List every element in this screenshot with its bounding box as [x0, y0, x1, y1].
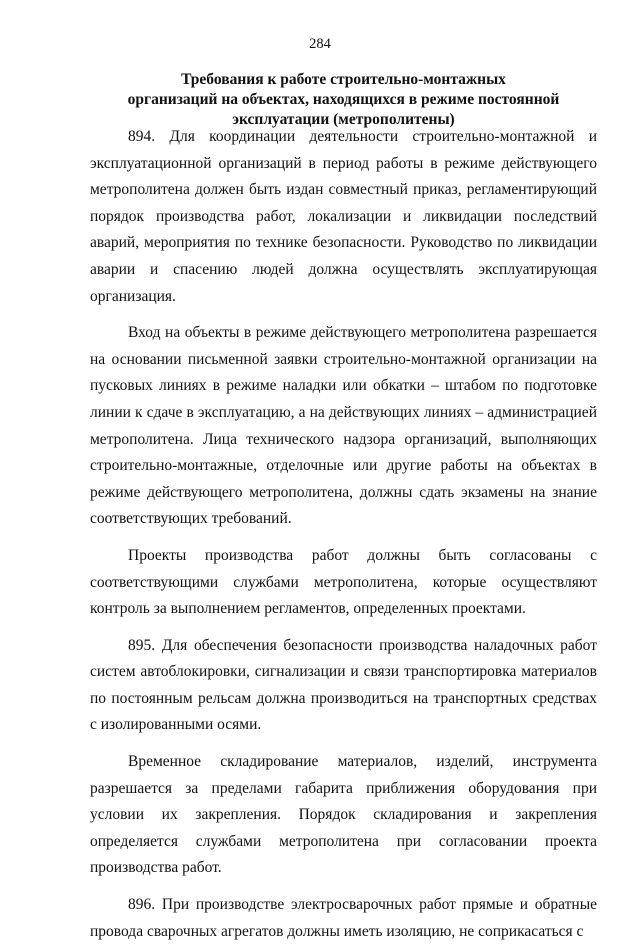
paragraph-access: Вход на объекты в режиме действующего метрополитена разрешается на основании письменной заявки строительно-монтажной организации на пусковых линиях в режиме наладки или обкатки – штабом по подготовке линии к сдаче в эксплуатацию, а на действующих линиях – администрацией метрополитена. Лица технического надзора организаций, выполняющих строительно-монтажные, отделочные или другие работы на объектах в режиме действующего метрополитена, должны сдать экзамены на знание соответствующих требований.	[90, 324, 597, 528]
paragraph-storage: Временное складирование материалов, изделий, инструмента разрешается за пределами габарита приближения оборудования при условии их закрепления. Порядок складирования и закрепления определяется службами метрополитена при согласовании проекта производства работ.	[90, 753, 597, 877]
paragraph-894: 894. Для координации деятельности строительно-монтажной и эксплуатационной организаций в период работы в режиме действующего метрополитена должен быть издан совместный приказ, регламентирующий порядок производства работ, локализации и ликвидации последствий аварий, мероприятия по технике безопасности. Руководство по ликвидации аварии и спасению людей должна осуществлять эксплуатирующая организация.	[90, 128, 597, 305]
paragraph-896: 896. При производстве электросварочных работ прямые и обратные провода сварочных агрегатов должны иметь изоляцию, не соприкасаться с	[90, 896, 597, 940]
body-text	[90, 124, 597, 945]
paragraph-projects: Проекты производства работ должны быть согласованы с соответствующими службами метрополитена, которые осуществляют контроль за выполнением регламентов, определенных проектами.	[90, 546, 597, 618]
heading-line-1: Требования к работе строительно-монтажных	[181, 71, 506, 88]
paragraph-895: 895. Для обеспечения безопасности производства наладочных работ систем автоблокировки, сигнализации и связи транспортировка материалов по постоянным рельсам должна производиться на транспортных средствах с изолированными осями.	[90, 636, 597, 734]
page-number: 284	[309, 36, 331, 52]
heading-line-2: организаций на объектах, находящихся в режиме постоянной	[127, 91, 560, 108]
section-heading	[90, 70, 597, 130]
heading-line-3: эксплуатации (метрополитены)	[232, 111, 455, 128]
